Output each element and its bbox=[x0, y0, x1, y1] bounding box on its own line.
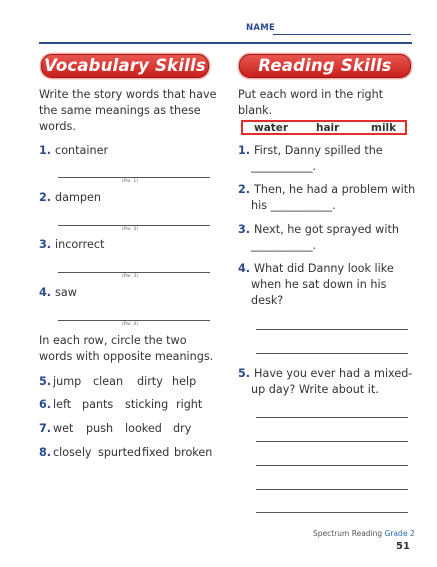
word-option[interactable]: right bbox=[176, 398, 203, 411]
paragraph-ref-4: (Par. 4) bbox=[122, 322, 138, 327]
question-3: 3. Next, he got sprayed with ___________. bbox=[238, 222, 423, 254]
blank-3[interactable]: ___________. bbox=[251, 239, 317, 252]
answer-line-4[interactable] bbox=[58, 320, 210, 321]
word-option[interactable]: wet bbox=[53, 422, 74, 435]
top-rule bbox=[39, 42, 412, 44]
name-line[interactable] bbox=[273, 34, 411, 35]
synonym-item-4: 4. saw bbox=[39, 286, 77, 299]
word-option[interactable]: looked bbox=[125, 422, 162, 435]
synonym-item-2: 2. dampen bbox=[39, 191, 101, 204]
answer-line-2[interactable] bbox=[58, 225, 210, 226]
synonym-item-1: 1. container bbox=[39, 144, 109, 157]
word-option[interactable]: help bbox=[172, 375, 197, 388]
answer-line-q5-5[interactable] bbox=[256, 512, 408, 513]
question-1: 1. First, Danny spilled the ___________. bbox=[238, 143, 423, 175]
footer-grade: Grade 2 bbox=[384, 529, 415, 538]
paragraph-ref-1: (Par. 1) bbox=[122, 179, 138, 184]
paragraph-ref-2: (Par. 3) bbox=[122, 227, 138, 232]
word-option[interactable]: left bbox=[53, 398, 72, 411]
word-option[interactable]: sticking bbox=[125, 398, 169, 411]
blank-1[interactable]: ___________. bbox=[251, 160, 317, 173]
opposites-row-7: 7. wet push looked dry bbox=[39, 422, 192, 435]
word-option[interactable]: fixed bbox=[142, 446, 170, 459]
synonym-item-3: 3. incorrect bbox=[39, 238, 105, 251]
word-option[interactable]: spurted bbox=[98, 446, 141, 459]
answer-line-3[interactable] bbox=[58, 272, 210, 273]
word-option[interactable]: closely bbox=[53, 446, 92, 459]
answer-line-q5-2[interactable] bbox=[256, 441, 408, 442]
paragraph-ref-3: (Par. 3) bbox=[122, 274, 138, 279]
name-label: NAME bbox=[246, 23, 276, 33]
page-number: 51 bbox=[396, 541, 410, 552]
vocab-instructions: Write the story words that have the same meanings as these words. bbox=[39, 88, 217, 133]
word-bank-box bbox=[241, 120, 407, 135]
word-bank-item: water bbox=[254, 122, 289, 134]
word-option[interactable]: dirty bbox=[137, 375, 163, 388]
vocabulary-skills-banner: Vocabulary Skills bbox=[41, 54, 209, 78]
word-option[interactable]: dry bbox=[173, 422, 192, 435]
word-option[interactable]: broken bbox=[174, 446, 213, 459]
question-5: 5. Have you ever had a mixed- up day? Write about it. bbox=[238, 367, 413, 396]
opposites-instructions: In each row, circle the two words with opposite meanings. bbox=[39, 334, 214, 363]
question-4: 4. What did Danny look like when he sat down in his desk? bbox=[238, 262, 394, 307]
reading-instructions: Put each word in the right blank. bbox=[238, 88, 384, 117]
answer-line-q5-1[interactable] bbox=[256, 417, 408, 418]
answer-line-q4-2[interactable] bbox=[256, 353, 408, 354]
opposites-row-5: 5. jump clean dirty help bbox=[39, 375, 197, 388]
blank-2[interactable]: his ___________. bbox=[251, 199, 336, 212]
reading-skills-banner: Reading Skills bbox=[239, 54, 411, 78]
answer-line-1[interactable] bbox=[58, 177, 210, 178]
footer-series: Spectrum Reading Grade 2 bbox=[313, 529, 415, 538]
answer-line-q5-3[interactable] bbox=[256, 465, 408, 466]
word-bank-item: hair bbox=[316, 122, 340, 134]
opposites-row-8: 8. closely spurted fixed broken bbox=[39, 446, 213, 459]
question-2: 2. Then, he had a problem with his ___________. bbox=[238, 182, 428, 214]
word-option[interactable]: jump bbox=[53, 375, 82, 388]
answer-line-q5-4[interactable] bbox=[256, 489, 408, 490]
answer-line-q4-1[interactable] bbox=[256, 329, 408, 330]
word-option[interactable]: pants bbox=[82, 398, 114, 411]
word-option[interactable]: push bbox=[86, 422, 114, 435]
word-bank-item: milk bbox=[371, 122, 397, 134]
word-option[interactable]: clean bbox=[93, 375, 124, 388]
opposites-row-6: 6. left pants sticking right bbox=[39, 398, 203, 411]
